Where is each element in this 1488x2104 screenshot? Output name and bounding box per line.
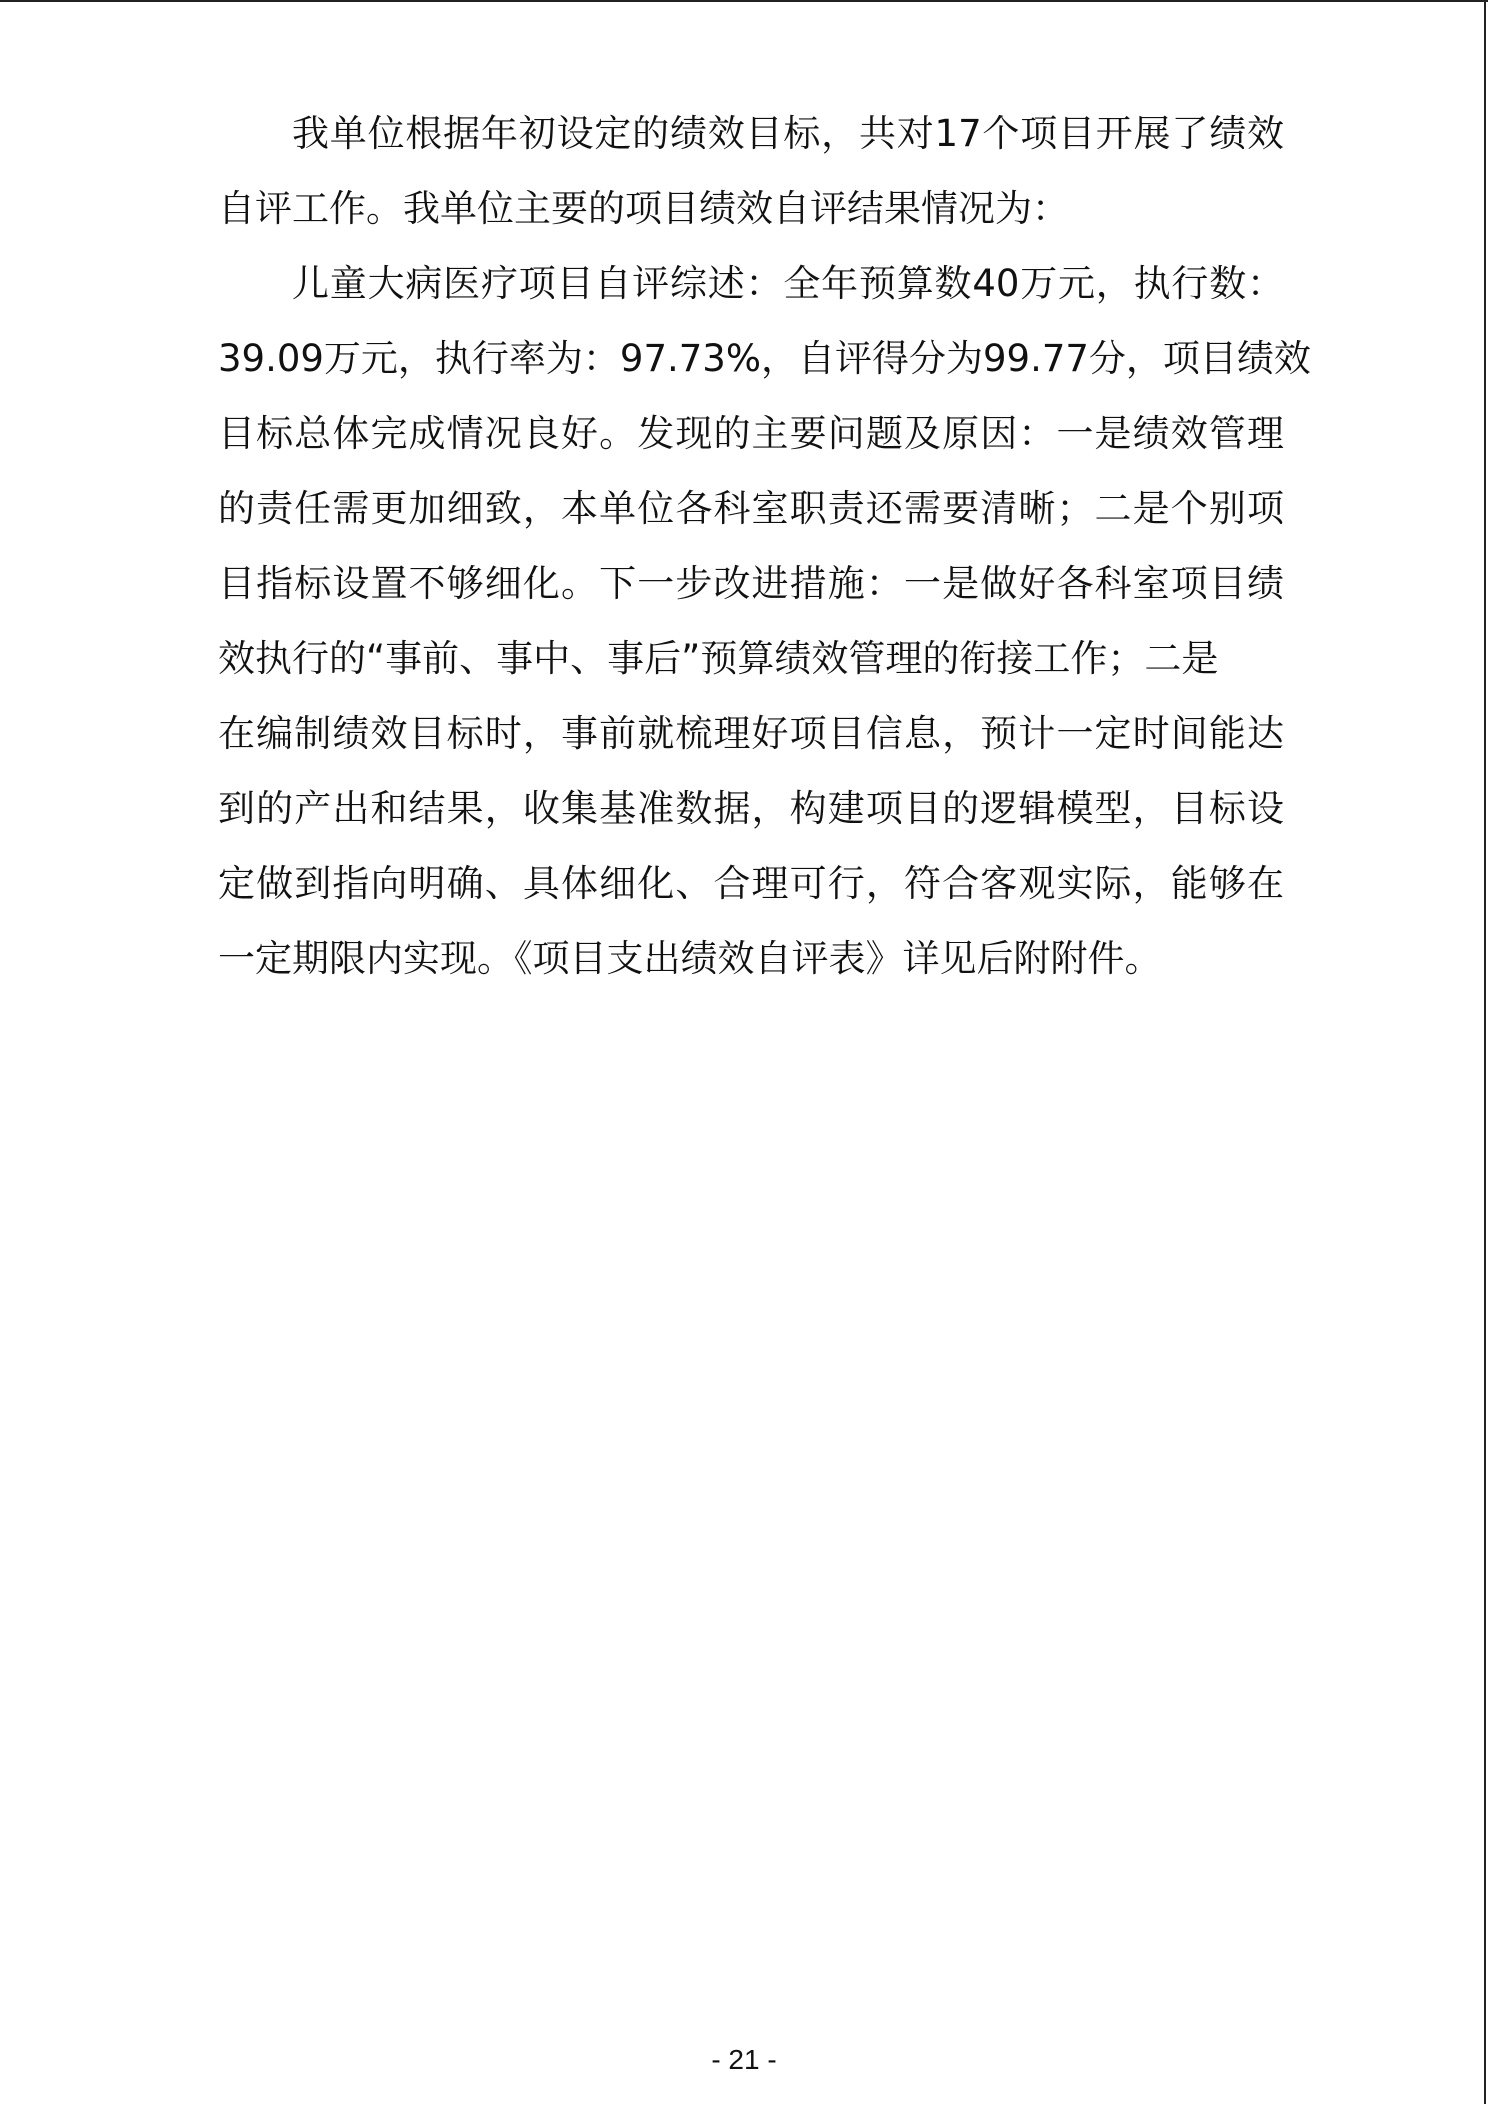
paragraph-2-line-1: 儿童大病医疗项目自评综述：全年预算数40万元，执行数： [292, 262, 1284, 305]
paragraph-2-line-7: 在编制绩效目标时，事前就梳理好项目信息，预计一定时间能达 [218, 712, 1284, 755]
page-border-top [0, 0, 1488, 2]
paragraph-2-line-10: 一定期限内实现。《项目支出绩效自评表》详见后附附件。 [218, 937, 1162, 980]
paragraph-2-line-6: 效执行的“事前、事中、事后”预算绩效管理的衔接工作；二是 [218, 637, 1219, 680]
paragraph-2-line-8: 到的产出和结果，收集基准数据，构建项目的逻辑模型，目标设 [218, 787, 1284, 830]
paragraph-2-line-4: 的责任需更加细致，本单位各科室职责还需要清晰；二是个别项 [218, 487, 1284, 530]
paragraph-1-line-1: 我单位根据年初设定的绩效目标，共对17个项目开展了绩效 [292, 112, 1284, 155]
paragraph-2-line-5: 目指标设置不够细化。下一步改进措施：一是做好各科室项目绩 [218, 562, 1284, 605]
paragraph-2-line-3: 目标总体完成情况良好。发现的主要问题及原因：一是绩效管理 [218, 412, 1284, 455]
paragraph-2-line-9: 定做到指向明确、具体细化、合理可行，符合客观实际，能够在 [218, 862, 1284, 905]
paragraph-2-line-2: 39.09万元，执行率为：97.73%，自评得分为99.77分，项目绩效 [218, 337, 1311, 380]
page-number: - 21 - [711, 2044, 777, 2075]
document-body [218, 96, 1311, 996]
page-border-right [1484, 0, 1486, 2104]
paragraph-1-line-2: 自评工作。我单位主要的项目绩效自评结果情况为： [218, 187, 1069, 230]
